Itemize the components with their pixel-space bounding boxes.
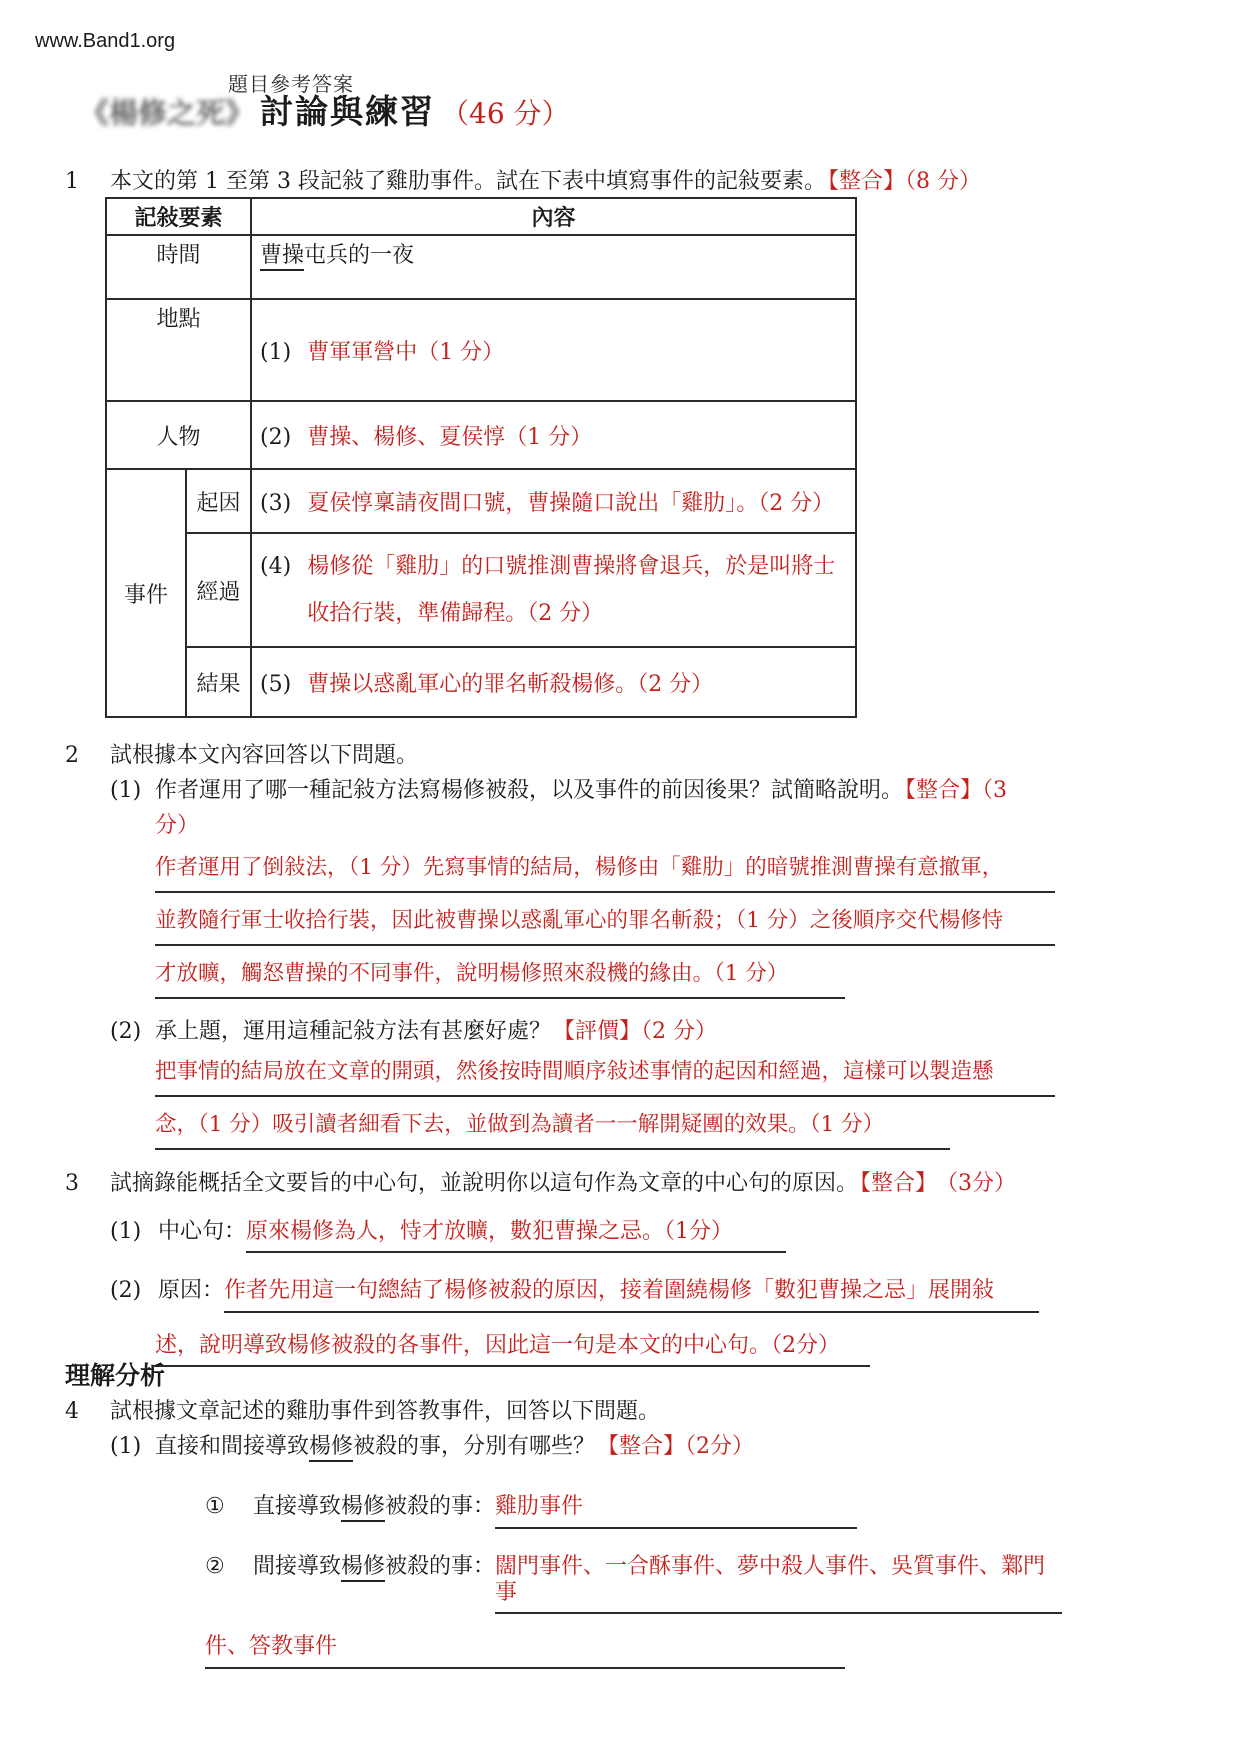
question-2-2-line	[110, 1013, 1185, 1050]
question-4-1-text	[155, 1428, 1185, 1465]
question-2	[65, 740, 1185, 1163]
narrative-elements-table	[105, 197, 857, 718]
header-content: 內容	[251, 198, 856, 235]
question-1-stem: 本文的第 1 至第 3 段記敍了雞肋事件。試在下表中填寫事件的記敍要素。	[110, 169, 826, 194]
question-2-line	[65, 740, 1185, 772]
sub1-label-post: 被殺的事：	[385, 1494, 496, 1520]
result-answer: 曹操以惑亂軍心的罪名斬殺楊修。（2 分）	[307, 671, 714, 697]
question-2-stem: 試根據本文內容回答以下問題。	[110, 743, 419, 768]
question-3-2-answer-rule	[224, 1278, 1039, 1312]
question-4-1-sub1-line	[205, 1489, 1185, 1528]
table-row	[106, 533, 856, 647]
result-answer-cell	[251, 647, 856, 717]
question-4-stem: 試根據文章記述的雞肋事件到答教事件，回答以下問題。	[110, 1399, 661, 1424]
answer-key-subtitle: 題目參考答案	[228, 72, 354, 96]
answer-line: 把事情的結局放在文章的開頭，然後按時間順序敍述事情的起因和經過，這樣可以製造懸	[155, 1057, 1055, 1097]
question-3-2-answer-wrap	[155, 1333, 1185, 1367]
question-4-number: 4	[65, 1399, 79, 1424]
question-3-2-answer-line2: 述，說明導致楊修被殺的各事件，因此這一句是本文的中心句。（2分）	[155, 1332, 840, 1358]
process-answer: 楊修從「雞肋」的口號推測曹操將會退兵，於是叫將士收拾行裝，準備歸程。（2 分）	[307, 553, 836, 626]
question-3-1-answer: 原來楊修為人，恃才放曠，數犯曹操之忌。（1分）	[246, 1218, 734, 1244]
question-2-1-tag: 【整合】（3	[905, 777, 1008, 803]
people-label: 人物	[106, 401, 251, 469]
question-2-1-stem: 作者運用了哪一種記敍方法寫楊修被殺，以及事件的前因後果？試簡略說明。	[155, 777, 904, 803]
result-answer-number: (5)	[260, 671, 292, 697]
total-score: （46 分）	[441, 97, 570, 130]
question-1	[65, 166, 1185, 198]
time-answer	[251, 235, 856, 299]
question-2-2-text	[155, 1013, 1185, 1050]
question-3-1-answer-rule	[246, 1219, 786, 1253]
question-3-2-label: 原因：	[158, 1278, 225, 1304]
question-2-2-tag: 【評價】（2 分）	[553, 1019, 718, 1045]
question-4-1-tag: 【整合】（2分）	[597, 1433, 755, 1459]
time-label: 時間	[106, 235, 251, 299]
question-3-2-answer-line1: 作者先用這一句總結了楊修被殺的原因，接着圍繞楊修「數犯曹操之忌」展開敍	[224, 1278, 995, 1304]
people-answer: 曹操、楊修、夏侯惇（1 分）	[307, 424, 593, 450]
question-3-number: 3	[65, 1171, 79, 1196]
question-2-2-answer	[155, 1057, 1055, 1150]
question-3-stem: 試摘錄能概括全文要旨的中心句，並說明你以這句作為文章的中心句的原因。	[110, 1171, 859, 1196]
question-3	[65, 1168, 1185, 1367]
question-4-1-name: 楊修	[309, 1434, 353, 1462]
question-2-1-number: (1)	[110, 777, 142, 803]
sub2-answer-line2: 件、答教事件	[205, 1634, 338, 1660]
question-4-1-line	[110, 1428, 1185, 1465]
sub1-label-pre: 直接導致	[253, 1494, 342, 1520]
question-4-1-sub2-wrap	[205, 1634, 1185, 1668]
sub1-answer: 雞肋事件	[495, 1494, 584, 1520]
question-4-1-sub2-line	[205, 1549, 1185, 1615]
sub2-answer-line1: 闊門事件、一合酥事件、夢中殺人事件、吳質事件、鄴門事	[495, 1553, 1046, 1606]
sub2-label-name: 楊修	[341, 1554, 385, 1582]
sub1-label-name: 楊修	[341, 1494, 385, 1522]
time-answer-rest: 屯兵的一夜	[304, 243, 415, 268]
answer-line: 念，（1 分）吸引讀者細看下去，並做到為讀者一一解開疑團的效果。（1 分）	[155, 1110, 950, 1150]
question-3-1-label: 中心句：	[158, 1218, 247, 1244]
people-answer-number: (2)	[260, 424, 292, 450]
answer-line: 才放曠，觸怒曹操的不同事件，說明楊修照來殺機的緣由。（1 分）	[155, 959, 845, 999]
question-3-text	[110, 1168, 1185, 1200]
sub2-label-pre: 間接導致	[253, 1553, 342, 1579]
question-3-line	[65, 1168, 1185, 1200]
question-1-tag: 【整合】（8 分）	[827, 169, 981, 194]
event-label: 事件	[106, 469, 186, 717]
question-2-1-tag-wrap: 分）	[155, 813, 200, 839]
circled-1-number: ①	[205, 1494, 225, 1520]
answer-line: 作者運用了倒敍法，（1 分）先寫事情的結局，楊修由「雞肋」的暗號推測曹操有意撤軍，	[155, 853, 1055, 893]
cause-answer: 夏侯惇稟請夜間口號，曹操隨口說出「雞肋」。（2 分）	[307, 490, 835, 516]
table-row	[106, 647, 856, 717]
time-answer-name: 曹操	[260, 243, 304, 271]
question-1-text	[110, 166, 1185, 198]
question-2-2-stem: 承上題，運用這種記敍方法有甚麼好處？	[155, 1019, 552, 1045]
place-answer-cell	[251, 299, 856, 401]
question-2-number: 2	[65, 743, 79, 768]
question-2-1-text	[155, 772, 1185, 809]
people-answer-cell	[251, 401, 856, 469]
question-4-1-stem-post: 被殺的事，分別有哪些？	[353, 1433, 596, 1459]
question-4	[65, 1396, 1185, 1669]
question-3-2-number: (2)	[110, 1278, 142, 1304]
title-line	[80, 86, 570, 133]
question-2-2-number: (2)	[110, 1019, 142, 1045]
process-label: 經過	[186, 533, 251, 647]
cause-answer-number: (3)	[260, 490, 292, 516]
question-4-line	[65, 1396, 1185, 1428]
lesson-title-faded: 《楊修之死》	[80, 96, 255, 130]
place-answer-number: (1)	[260, 339, 292, 365]
table-row	[106, 469, 856, 533]
result-label: 結果	[186, 647, 251, 717]
sub2-label-post: 被殺的事：	[385, 1553, 496, 1579]
site-url: www.Band1.org	[35, 30, 176, 52]
worksheet-title: 討論與練習	[260, 92, 436, 131]
question-3-tag: 【整合】	[860, 1171, 938, 1196]
table-row	[106, 299, 856, 401]
question-4-1-stem-pre: 直接和間接導致	[155, 1433, 310, 1459]
place-answer: 曹軍軍營中（1 分）	[307, 339, 505, 365]
question-3-score: （3分）	[947, 1171, 1017, 1196]
process-answer-number: (4)	[260, 553, 292, 579]
circled-2-number: ②	[205, 1553, 225, 1579]
question-1-line	[65, 166, 1185, 198]
sub1-label	[253, 1489, 495, 1520]
question-2-1-line	[110, 772, 1185, 809]
sub1-answer-rule	[495, 1494, 857, 1528]
place-label: 地點	[106, 299, 251, 401]
cause-label: 起因	[186, 469, 251, 533]
sub2-label	[253, 1549, 495, 1580]
table-row	[106, 401, 856, 469]
question-1-number: 1	[65, 169, 79, 194]
sub2-answer-rule	[495, 1554, 1062, 1615]
question-3-2-answer-rule2	[155, 1333, 870, 1367]
table-header-row	[106, 198, 856, 235]
question-2-1-answer	[155, 853, 1055, 999]
question-3-2-line	[110, 1273, 1185, 1312]
sub2-answer-rule2	[205, 1634, 845, 1668]
answer-line: 並教隨行軍士收拾行裝，因此被曹操以惑亂軍心的罪名斬殺；（1 分）之後順序交代楊修恃	[155, 906, 1055, 946]
section-heading: 理解分析	[65, 1362, 166, 1390]
question-3-1-number: (1)	[110, 1218, 142, 1244]
question-3-1-line	[110, 1214, 1185, 1253]
question-4-1-number: (1)	[110, 1433, 142, 1459]
table-row	[106, 235, 856, 299]
process-answer-cell	[251, 533, 856, 647]
header-element: 記敍要素	[106, 198, 251, 235]
cause-answer-cell	[251, 469, 856, 533]
